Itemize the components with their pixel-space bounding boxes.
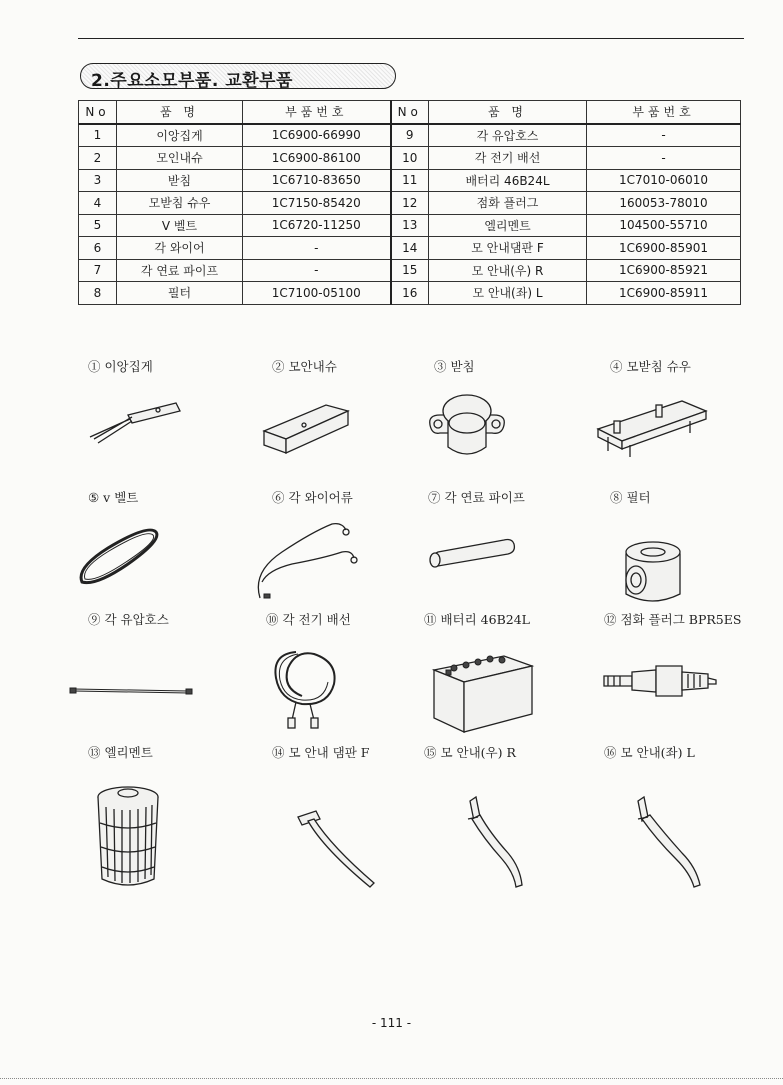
- part-caption: ① 이앙집게: [88, 359, 153, 374]
- row-part-no: 104500-55710: [587, 214, 741, 237]
- row-part-no: -: [243, 237, 391, 260]
- row-name: 엘리멘트: [429, 214, 587, 237]
- seedling-rest-shoe-icon: [610, 381, 730, 461]
- wire-cable-icon: [272, 512, 382, 602]
- row-no: 12: [391, 192, 429, 215]
- battery-icon: [424, 634, 544, 734]
- row-name: 필터: [117, 282, 243, 305]
- part-caption: ⑦ 각 연료 파이프: [428, 490, 525, 505]
- part-caption: ⑬ 엘리멘트: [88, 745, 153, 760]
- header-name: 품 명: [117, 101, 243, 124]
- row-part-no: 1C6900-85911: [587, 282, 741, 305]
- row-no: 4: [79, 192, 117, 215]
- header-no: No: [391, 101, 429, 124]
- row-no: 13: [391, 214, 429, 237]
- table-row: [79, 169, 741, 192]
- row-no: 5: [79, 214, 117, 237]
- table-row: [79, 282, 741, 305]
- header-no: No: [79, 101, 117, 124]
- row-name: V 벨트: [117, 214, 243, 237]
- page-number: - 111 -: [371, 1016, 412, 1030]
- row-part-no: 1C7010-06010: [587, 169, 741, 192]
- row-part-no: -: [587, 147, 741, 170]
- row-part-no: 1C6710-83650: [243, 169, 391, 192]
- header-part-no: 부품번호: [243, 101, 391, 124]
- row-part-no: -: [587, 124, 741, 147]
- part-caption: ⑥ 각 와이어류: [272, 490, 353, 505]
- row-part-no: 1C6900-85921: [587, 259, 741, 282]
- part-caption: ② 모안내슈: [272, 359, 337, 374]
- row-no: 9: [391, 124, 429, 147]
- row-no: 14: [391, 237, 429, 260]
- row-part-no: 1C6720-11250: [243, 214, 391, 237]
- table-row: [79, 147, 741, 170]
- part-caption: ⑯ 모 안내(좌) L: [604, 745, 695, 760]
- row-part-no: 160053-78010: [587, 192, 741, 215]
- row-name: 각 연료 파이프: [117, 259, 243, 282]
- row-name: 모 안내(우) R: [429, 259, 587, 282]
- row-part-no: 1C7100-05100: [243, 282, 391, 305]
- row-name: 배터리 46B24L: [429, 169, 587, 192]
- row-no: 1: [79, 124, 117, 147]
- row-name: 모받침 슈우: [117, 192, 243, 215]
- part-caption: ④ 모받침 슈우: [610, 359, 691, 374]
- guide-left-icon: [604, 767, 714, 897]
- section-title-text: 2.주요소모부품. 교환부품: [91, 71, 293, 91]
- row-part-no: 1C6900-85901: [587, 237, 741, 260]
- row-no: 10: [391, 147, 429, 170]
- table-row: [79, 259, 741, 282]
- part-caption: ③ 받침: [434, 359, 475, 374]
- planting-claw-icon: [88, 381, 188, 451]
- spark-plug-icon: [604, 634, 744, 704]
- row-part-no: 1C6900-66990: [243, 124, 391, 147]
- support-bracket-icon: [434, 381, 534, 461]
- row-part-no: -: [243, 259, 391, 282]
- row-no: 3: [79, 169, 117, 192]
- row-no: 7: [79, 259, 117, 282]
- fuel-pipe-icon: [428, 512, 528, 592]
- row-name: 이앙집게: [117, 124, 243, 147]
- table-header-row: [79, 101, 741, 124]
- part-caption: ⑧ 필터: [610, 490, 651, 505]
- row-part-no: 1C7150-85420: [243, 192, 391, 215]
- row-no: 8: [79, 282, 117, 305]
- row-name: 각 유압호스: [429, 124, 587, 147]
- v-belt-icon: [88, 512, 188, 592]
- header-name: 품 명: [429, 101, 587, 124]
- part-caption: ⑭ 모 안내 댐판 F: [272, 745, 370, 760]
- section-title: [80, 63, 396, 89]
- row-part-no: 1C6900-86100: [243, 147, 391, 170]
- row-name: 점화 플러그: [429, 192, 587, 215]
- table-row: [79, 124, 741, 147]
- guide-plate-f-icon: [272, 767, 382, 897]
- row-name: 각 전기 배선: [429, 147, 587, 170]
- hydraulic-hose-icon: [88, 634, 218, 704]
- part-caption: ⑫ 점화 플러그 BPR5ES: [604, 612, 742, 627]
- header-part-no: 부품번호: [587, 101, 741, 124]
- part-caption: ⑪ 배터리 46B24L: [424, 612, 530, 627]
- bottom-dotted-line: [0, 1078, 783, 1079]
- parts-table: [78, 100, 741, 305]
- row-name: 모 안내댐판 F: [429, 237, 587, 260]
- row-name: 모 안내(좌) L: [429, 282, 587, 305]
- row-name: 받침: [117, 169, 243, 192]
- row-no: 16: [391, 282, 429, 305]
- row-no: 2: [79, 147, 117, 170]
- table-row: [79, 192, 741, 215]
- row-no: 15: [391, 259, 429, 282]
- filter-element-icon: [88, 767, 188, 897]
- part-caption: ⑮ 모 안내(우) R: [424, 745, 516, 760]
- part-caption: ⑨ 각 유압호스: [88, 612, 169, 627]
- top-rule: [78, 38, 744, 39]
- guide-right-icon: [424, 767, 534, 897]
- electric-wiring-icon: [266, 634, 366, 734]
- oil-filter-icon: [610, 512, 710, 602]
- row-name: 모인내슈: [117, 147, 243, 170]
- table-row: [79, 214, 741, 237]
- part-caption: ⑩ 각 전기 배선: [266, 612, 351, 627]
- table-row: [79, 237, 741, 260]
- part-caption: ⑤ v 벨트: [88, 490, 139, 505]
- row-no: 6: [79, 237, 117, 260]
- row-name: 각 와이어: [117, 237, 243, 260]
- row-no: 11: [391, 169, 429, 192]
- seedling-guide-shoe-icon: [272, 381, 372, 451]
